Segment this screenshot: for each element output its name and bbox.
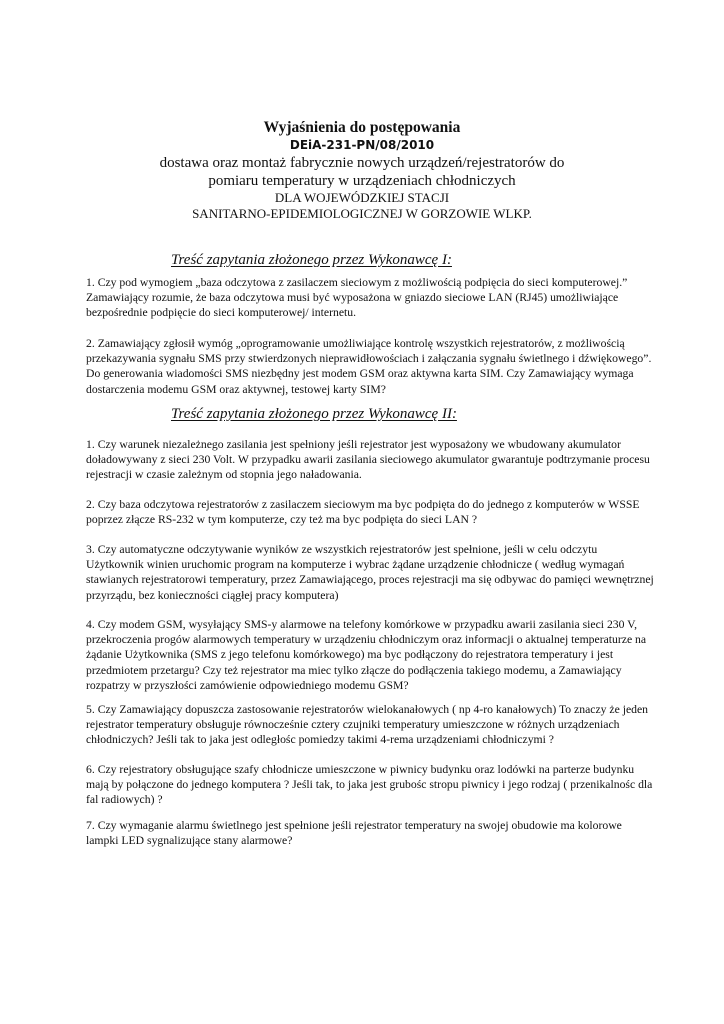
question-2-4: 4. Czy modem GSM, wysyłający SMS-y alarmowe na telefony komórkowe w przypadku awarii zasilania sieci 230 V, przekroczenia progów alarmowych temperatury w urządzeniu chłodniczym oraz informacji o aktualnej temperaturze na żądanie Użytkownika (SMS z jego telefonu komórkowego) ma byc podłączony do rejestratora temperatury i jest przedmiotem przetargu? Czy też rejestrator ma miec tylko złącze do podłączenia takiego modemu, a Zamawiający rozpatrzy w przyszłości zamówienie odpowiedniego modemu GSM? — [86, 618, 647, 692]
question-2-7: 7. Czy wymaganie alarmu świetlnego jest spełnione jeśli rejestrator temperatury na swojej obudowie ma kolorowe lampki LED sygnalizujące stany alarmowe? — [86, 819, 622, 848]
document-header — [0, 118, 724, 222]
question-1-1: 1. Czy pod wymogiem „baza odczytowa z zasilaczem sieciowym z możliwością podpięcia do sieci komputerowej.” Zamawiający rozumie, że baza odczytowa musi być wyposażona w gniazdo sieciowe LAN (RJ45) umożliwiające bezpośrednie podpięcie do sieci komputerowej/ internetu. — [86, 276, 628, 320]
question-2-6: 6. Czy rejestratory obsługujące szafy chłodnicze umieszczone w piwnicy budynku oraz lodówki na parterze budynku mają by połączone do jednego komputera ? Jeśli tak, to jaka jest grubośc stropu piwnicy i jego rodzaj ( przenikalnośc dla fal radiowych) ? — [86, 763, 653, 807]
section-title-contractor-2: Treść zapytania złożonego przez Wykonawcę II: — [171, 406, 457, 422]
recipient-line-1: DLA WOJEWÓDZKIEJ STACJI — [274, 190, 450, 205]
question-2-3: 3. Czy automatyczne odczytywanie wyników ze wszystkich rejestratorów jest spełnione, jeśli w celu odczytu Użytkownik winien uruchomic program na komputerze i wybrac żądane urządzenie chłodnicze ( według wymagań stawianych rejestratorowi temperatury, przez Zamawiającego, proces rejestracji ma się odbywac do pamięci wewnętrznej przyrządu, bez konieczności ciągłej pracy komputera) — [86, 543, 654, 602]
question-1-2: 2. Zamawiający zgłosił wymóg „oprogramowanie umożliwiające kontrolę wszystkich rejestratorów, z możliwością przekazywania sygnału SMS przy stwierdzonych nieprawidłowościach i załączania sygnału świetlnego i dźwiękowego”. Do generowania wiadomości SMS niezbędny jest modem GSM oraz aktywna karta SIM. Czy Zamawiający wymaga dostarczenia modemu GSM oraz aktywnej, testowej karty SIM? — [86, 337, 652, 396]
recipient-line-2: SANITARNO-EPIDEMIOLOGICZNEJ W GORZOWIE WLKP. — [192, 206, 532, 221]
document-title: Wyjaśnienia do postępowania — [263, 119, 461, 136]
case-number: DEiA-231-PN/08/2010 — [289, 138, 435, 152]
subject-line-1: dostawa oraz montaż fabrycznie nowych urządzeń/rejestratorów do — [159, 155, 565, 171]
question-2-5: 5. Czy Zamawiający dopuszcza zastosowanie rejestratorów wielokanałowych ( np 4-ro kanałowych) To znaczy że jeden rejestrator temperatury obsługuje równocześnie cztery czujniki temperatury umieszczone w różnych urządzeniach chłodniczych? Jeśli tak to jaka jest odległośc pomiedzy takimi 4-rema urządzeniami chłodniczymi ? — [86, 703, 649, 747]
question-2-1: 1. Czy warunek niezależnego zasilania jest spełniony jeśli rejestrator jest wyposażony we wbudowany akumulator doładowywany z sieci 230 Volt. W przypadku awarii zasilania sieciowego akumulator gwarantuje podtrzymanie procesu rejestracji w czasie zależnym od stopnia jego naładowania. — [86, 438, 650, 482]
question-2-2: 2. Czy baza odczytowa rejestratorów z zasilaczem sieciowym ma byc podpięta do do jednego z komputerów w WSSE poprzez złącze RS-232 w tym komputerze, czy też ma byc podpięta do sieci LAN ? — [86, 498, 640, 527]
section-title-contractor-1: Treść zapytania złożonego przez Wykonawcę I: — [171, 252, 452, 268]
subject-line-2: pomiaru temperatury w urządzeniach chłodniczych — [208, 173, 516, 189]
